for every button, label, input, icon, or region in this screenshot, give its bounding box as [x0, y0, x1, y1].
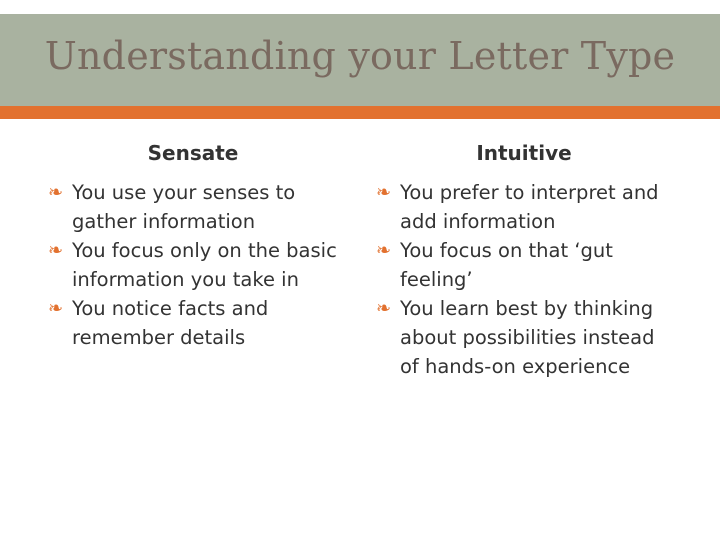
list-item	[48, 236, 348, 294]
list-item-text: You focus only on the basic information you take in	[72, 239, 337, 291]
leaf-bullet-icon: ❧	[48, 182, 64, 203]
list-item	[48, 294, 348, 352]
accent-divider	[0, 106, 720, 119]
slide-title: Understanding your Letter Type	[44, 34, 676, 78]
list-item	[48, 178, 348, 236]
list-item	[376, 178, 676, 236]
leaf-bullet-icon: ❧	[48, 240, 64, 261]
leaf-bullet-icon: ❧	[376, 182, 392, 203]
column-heading-intuitive: Intuitive	[476, 141, 572, 165]
list-item	[376, 236, 676, 294]
bullet-list-intuitive	[376, 178, 676, 381]
column-intuitive	[376, 140, 676, 381]
column-sensate	[48, 140, 348, 352]
leaf-bullet-icon: ❧	[376, 298, 392, 319]
leaf-bullet-icon: ❧	[48, 298, 64, 319]
bullet-list-sensate	[48, 178, 348, 352]
list-item-text: You prefer to interpret and add information	[400, 181, 659, 233]
list-item-text: You learn best by thinking about possibilities instead of hands-on experience	[400, 297, 655, 378]
list-item-text: You use your senses to gather information	[72, 181, 296, 233]
column-heading-sensate: Sensate	[147, 141, 239, 165]
list-item	[376, 294, 676, 381]
list-item-text: You focus on that ‘gut feeling’	[400, 239, 613, 291]
leaf-bullet-icon: ❧	[376, 240, 392, 261]
list-item-text: You notice facts and remember details	[72, 297, 269, 349]
